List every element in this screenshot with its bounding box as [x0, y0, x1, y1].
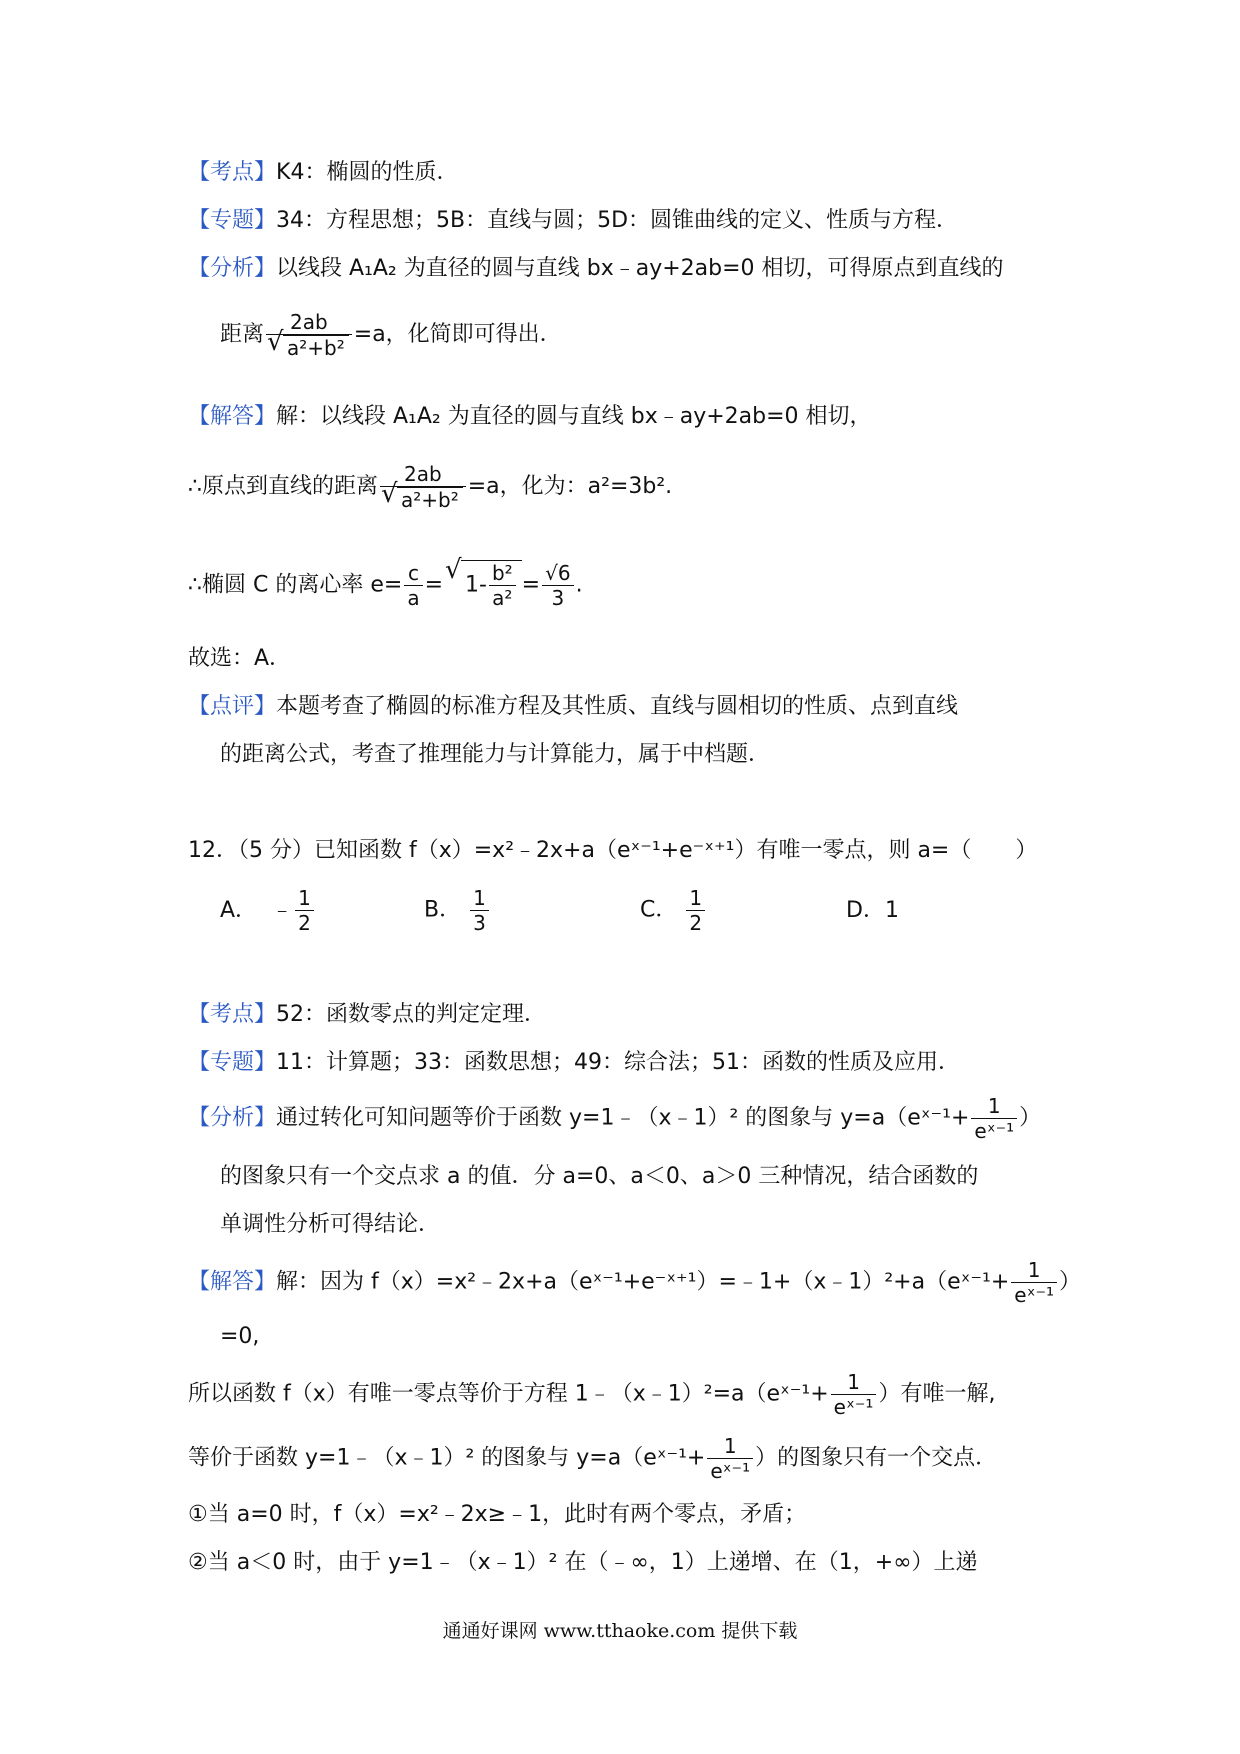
q11-guxuan-line — [188, 644, 291, 674]
inverse-exp-fraction — [1011, 1258, 1057, 1307]
kaodian-tag: 【考点】 — [188, 1002, 277, 1027]
dianping-text-1: 本题考查了椭圆的标准方程及其性质、直线与圆相切的性质、点到直线 — [276, 694, 959, 719]
jieda-text-4-post: ）的图象只有一个交点． — [755, 1445, 998, 1471]
jieda-text-2-pre: ∴原点到直线的距离 — [188, 474, 378, 499]
result-fraction — [542, 561, 573, 610]
inverse-exp-fraction — [707, 1434, 753, 1483]
sqrt-one: 1- — [465, 572, 487, 598]
fenxi-text-2-pre: 距离 — [220, 322, 265, 347]
option-a — [220, 886, 316, 935]
sqrt-symbol: √ a²+b² — [283, 335, 349, 360]
equals-sign: = — [424, 572, 444, 598]
option-a-den: 2 — [295, 910, 314, 935]
b2a2-fraction — [489, 561, 516, 610]
close-paren: ） — [1059, 1269, 1082, 1295]
answer-choice: 故选：A． — [188, 646, 292, 671]
fraction-numerator: 2ab — [404, 462, 442, 486]
q12-jieda-line3 — [188, 1370, 995, 1419]
frac-den: eˣ⁻¹ — [1011, 1282, 1057, 1307]
jieda-tag: 【解答】 — [188, 404, 277, 429]
q12-case1 — [188, 1500, 806, 1530]
inverse-exp-fraction — [831, 1370, 877, 1419]
frac-den: eˣ⁻¹ — [707, 1458, 753, 1483]
q11-dianping-line1 — [188, 692, 958, 722]
q12-jieda-line1 — [188, 1258, 1081, 1307]
q12-fenxi-line1 — [188, 1094, 1041, 1143]
option-c — [640, 886, 707, 935]
dianping-tag: 【点评】 — [188, 694, 277, 719]
kaodian-text: K4：椭圆的性质． — [276, 160, 459, 185]
kaodian-tag: 【考点】 — [188, 160, 277, 185]
q11-kaodian-line — [188, 158, 458, 188]
option-b-label: B． — [424, 897, 462, 923]
frac-den: eˣ⁻¹ — [971, 1118, 1017, 1143]
option-c-fraction — [686, 886, 705, 935]
q12-options — [220, 886, 316, 935]
option-a-num: 1 — [298, 886, 311, 910]
q12-case2 — [188, 1548, 978, 1578]
option-b-den: 3 — [470, 910, 489, 935]
q12-fenxi-line2 — [220, 1162, 978, 1192]
c-numerator: c — [407, 561, 419, 585]
option-d-text: D．1 — [846, 898, 899, 923]
close-paren: ） — [1019, 1105, 1042, 1131]
fraction-denominator — [266, 334, 352, 360]
eccentricity-sqrt — [461, 560, 522, 610]
q12-stem-text: 12．（5 分）已知函数 f（x）=x²﹣2x+a（eˣ⁻¹+e⁻ˣ⁺¹）有唯一零点，则 a=（ ） — [188, 838, 1038, 863]
q11-dianping-line2 — [220, 740, 770, 770]
q12-zhuanti-line — [188, 1048, 960, 1078]
case2-text: ②当 a＜0 时，由于 y=1﹣（x﹣1）² 在（﹣∞，1）上递增、在（1，+∞）上递 — [188, 1550, 978, 1575]
dianping-text-2: 的距离公式，考查了推理能力与计算能力，属于中档题． — [220, 742, 771, 767]
q11-jieda-line2 — [188, 462, 672, 512]
jieda-text-3-pre: ∴椭圆 C 的离心率 e= — [188, 572, 403, 598]
jieda-text-3-post: ）有唯一解, — [878, 1381, 996, 1407]
q11-jieda-line1 — [188, 402, 872, 432]
frac-den: eˣ⁻¹ — [831, 1394, 877, 1419]
q12-fenxi-line3 — [220, 1210, 440, 1240]
option-c-den: 2 — [686, 910, 705, 935]
period: . — [575, 572, 583, 598]
ca-fraction — [404, 561, 422, 610]
option-c-label: C． — [640, 897, 678, 923]
option-a-label: A． — [220, 897, 258, 923]
b2-numerator: b² — [491, 561, 513, 585]
kaodian-text: 52：函数零点的判定定理． — [276, 1002, 547, 1027]
fenxi-text-3: 单调性分析可得结论． — [220, 1212, 441, 1237]
q11-zhuanti-line — [188, 206, 958, 236]
option-a-fraction — [295, 886, 314, 935]
option-c-num: 1 — [689, 886, 703, 910]
fraction-numerator: 2ab — [290, 310, 328, 334]
jieda-text-4: 等价于函数 y=1﹣（x﹣1）² 的图象与 y=a（eˣ⁻¹+ — [188, 1445, 706, 1471]
fenxi-tag: 【分析】 — [188, 1105, 277, 1131]
option-b-num: 1 — [473, 886, 486, 910]
q11-jieda-line3: ∴椭圆 C 的离心率 e= $\frac{c}{a}$ =√ 1- $\frac{\text{b²}}{\text{a²}}$ = $\frac{√6}{3}$ . — [188, 560, 583, 610]
fenxi-text-2-post: =a，化简即可得出． — [353, 322, 562, 347]
distance-fraction — [266, 310, 352, 360]
fenxi-tag: 【分析】 — [188, 256, 277, 281]
inverse-exp-fraction — [971, 1094, 1017, 1143]
jieda-text-2-post: =a，化为：a²=3b². — [467, 474, 673, 499]
option-d — [846, 896, 899, 926]
option-b-fraction — [470, 886, 489, 935]
zhuanti-tag: 【专题】 — [188, 208, 277, 233]
frac-num: 1 — [987, 1094, 1001, 1118]
jieda-text-2: =0, — [220, 1324, 260, 1349]
sqrt6-numerator: √6 — [545, 561, 571, 585]
a-denominator: a — [404, 585, 422, 610]
jieda-text-1: 解：以线段 A₁A₂ 为直径的圆与直线 bx﹣ay+2ab=0 相切， — [276, 404, 872, 429]
three-denominator: 3 — [542, 585, 573, 610]
q12-jieda-line2 — [220, 1322, 259, 1352]
jieda-tag: 【解答】 — [188, 1269, 277, 1295]
frac-num: 1 — [1027, 1258, 1041, 1282]
fraction-denominator — [380, 486, 466, 512]
case1-text: ①当 a=0 时，f（x）=x²﹣2x≥﹣1，此时有两个零点，矛盾； — [188, 1502, 807, 1527]
q12-jieda-line4 — [188, 1434, 997, 1483]
zhuanti-text: 34：方程思想；5B：直线与圆；5D：圆锥曲线的定义、性质与方程． — [276, 208, 959, 233]
distance-fraction-2 — [380, 462, 466, 512]
q12-kaodian-line — [188, 1000, 546, 1030]
option-a-sign: ﹣ — [271, 897, 294, 923]
zhuanti-text: 11：计算题；33：函数思想；49：综合法；51：函数的性质及应用． — [276, 1050, 960, 1075]
fenxi-text-1: 通过转化可知问题等价于函数 y=1﹣（x﹣1）² 的图象与 y=a（eˣ⁻¹+ — [276, 1105, 970, 1131]
a2-denominator: a² — [489, 585, 516, 610]
page-footer: 通通好课网 www.tthaoke.com 提供下载 — [442, 1620, 798, 1642]
fenxi-text-2: 的图象只有一个交点求 a 的值．分 a=0、a＜0、a＞0 三种情况，结合函数的 — [220, 1164, 979, 1189]
frac-num: 1 — [847, 1370, 860, 1394]
q12-stem — [188, 836, 1037, 866]
jieda-text-3: 所以函数 f（x）有唯一零点等价于方程 1﹣（x﹣1）²=a（eˣ⁻¹+ — [188, 1381, 829, 1407]
fenxi-text-1: 以线段 A₁A₂ 为直径的圆与直线 bx﹣ay+2ab=0 相切，可得原点到直线的 — [276, 256, 1004, 281]
zhuanti-tag: 【专题】 — [188, 1050, 277, 1075]
frac-num: 1 — [723, 1434, 737, 1458]
q11-fenxi-line2 — [220, 310, 562, 360]
jieda-text-1: 解：因为 f（x）=x²﹣2x+a（eˣ⁻¹+e⁻ˣ⁺¹）=﹣1+（x﹣1）²+a（eˣ⁻¹+ — [276, 1269, 1010, 1295]
option-b — [424, 886, 491, 935]
q11-fenxi-line1 — [188, 254, 1004, 284]
sqrt-symbol: √ a²+b² — [397, 487, 463, 512]
